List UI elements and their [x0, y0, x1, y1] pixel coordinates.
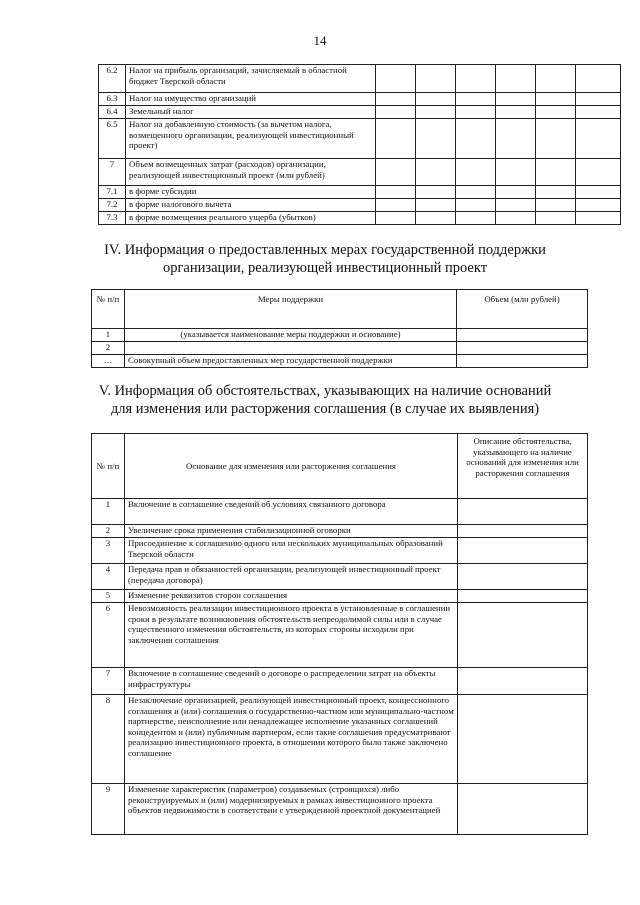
table-row [92, 590, 588, 603]
row-number: 7.2 [99, 199, 126, 212]
table-row [99, 65, 621, 93]
row-label: Незаключение организацией, реализующей инвестиционный проект, концессионного соглашения и (или) соглашения о государственно-частном или муниципально-частном партнерстве, неисполнение или ненадлежащее исполнение указанных соглашений концедентом и (или) публичным партнером, если такие соглашения предусматривают реализацию инвестиционного проекта, в отношении которого было также заключено соглашение [125, 695, 458, 784]
section-5-heading-line2: для изменения или расторжения соглашения (в случае их выявления) [110, 401, 540, 417]
table-row [92, 784, 588, 835]
row-label: Налог на прибыль организаций, зачисляемый в областной бюджет Тверской области [126, 65, 376, 93]
row-number: 7.1 [99, 186, 126, 199]
table-row [92, 603, 588, 668]
table-row [99, 212, 621, 225]
table-row [92, 342, 588, 355]
row-number: 6.5 [99, 119, 126, 159]
row-label: в форме налогового вычета [126, 199, 376, 212]
row-label: Включение в соглашение сведений о договоре о распределении затрат на объекты инфраструктуры [125, 668, 458, 695]
row-label: Налог на имущество организаций [126, 93, 376, 106]
row-label: (указывается наименование меры поддержки и основание) [125, 329, 457, 342]
header-volume: Объем (млн рублей) [457, 290, 588, 329]
table-row [99, 119, 621, 159]
row-number: 9 [92, 784, 125, 835]
table-row [92, 695, 588, 784]
row-label: Увеличение срока применения стабилизационной оговорки [125, 525, 458, 538]
header-num: № п/п [92, 290, 125, 329]
section-5-heading-line1: V. Информация об обстоятельствах, указывающих на наличие оснований [98, 383, 552, 399]
row-number: 4 [92, 564, 125, 590]
row-label: Невозможность реализации инвестиционного проекта в установленные в соглашении сроки в результате возникновения обстоятельств непреодолимой силы или в случае существенного изменения обстоятельств, из которых стороны исходили при заключении соглашения [125, 603, 458, 668]
row-number: 1 [92, 499, 125, 525]
row-number: 3 [92, 538, 125, 564]
row-number: 7 [99, 159, 126, 186]
table-row [99, 106, 621, 119]
row-label: Изменение характеристик (параметров) создаваемых (строящихся) либо реконструируемых и (или) модернизируемых в рамках инвестиционного проекта объектов недвижимости в соответствии с утвержденной проектной документацией [125, 784, 458, 835]
row-label [125, 342, 457, 355]
row-label: Передача прав и обязанностей организации, реализующей инвестиционный проект (передача договора) [125, 564, 458, 590]
table-row [99, 199, 621, 212]
table-header-row [92, 290, 588, 329]
row-number: 1 [92, 329, 125, 342]
table-row [92, 329, 588, 342]
row-number: 5 [92, 590, 125, 603]
table-header-row [92, 434, 588, 499]
support-measures-table [91, 289, 588, 368]
row-number: 2 [92, 525, 125, 538]
header-measures: Меры поддержки [125, 290, 457, 329]
row-number: 2 [92, 342, 125, 355]
header-num: № п/п [92, 434, 125, 499]
table-row [99, 93, 621, 106]
row-label: в форме возмещения реального ущерба (убытков) [126, 212, 376, 225]
table-row [92, 499, 588, 525]
row-number: 6.4 [99, 106, 126, 119]
row-label: Объем возмещенных затрат (расходов) организации, реализующей инвестиционный проект (млн рублей) [126, 159, 376, 186]
section-5-heading [90, 382, 560, 418]
row-label: Совокупный объем предоставленных мер государственной поддержки [125, 355, 457, 368]
grounds-for-change-table [91, 433, 588, 835]
row-number: … [92, 355, 125, 368]
row-label: Присоединение к соглашению одного или нескольких муниципальных образований Тверской области [125, 538, 458, 564]
investment-indicators-table [98, 64, 621, 225]
row-number: 8 [92, 695, 125, 784]
table-row [92, 525, 588, 538]
table-row [99, 186, 621, 199]
row-number: 7 [92, 668, 125, 695]
row-label: Земельный налог [126, 106, 376, 119]
row-label: Включение в соглашение сведений об условиях связанного договора [125, 499, 458, 525]
header-basis: Основание для изменения или расторжения соглашения [125, 434, 458, 499]
row-label: Налог на добавленную стоимость (за вычетом налога, возмещенного организации, реализующей инвестиционный проект) [126, 119, 376, 159]
table-row [92, 668, 588, 695]
table-row [99, 159, 621, 186]
section-4-heading-line1: IV. Информация о предоставленных мерах государственной поддержки [104, 242, 546, 258]
row-label: в форме субсидии [126, 186, 376, 199]
table-row [92, 355, 588, 368]
header-description: Описание обстоятельства, указывающего на наличие оснований для изменения или расторжения соглашения [458, 434, 588, 499]
section-4-heading-line2: организации, реализующей инвестиционный проект [162, 260, 488, 276]
table-row [92, 564, 588, 590]
table-row [92, 538, 588, 564]
row-number: 6.2 [99, 65, 126, 93]
row-number: 6 [92, 603, 125, 668]
row-number: 7.3 [99, 212, 126, 225]
section-4-heading [90, 241, 560, 277]
row-label: Изменение реквизитов сторон соглашения [125, 590, 458, 603]
page-number: 14 [313, 33, 327, 48]
row-number: 6.3 [99, 93, 126, 106]
